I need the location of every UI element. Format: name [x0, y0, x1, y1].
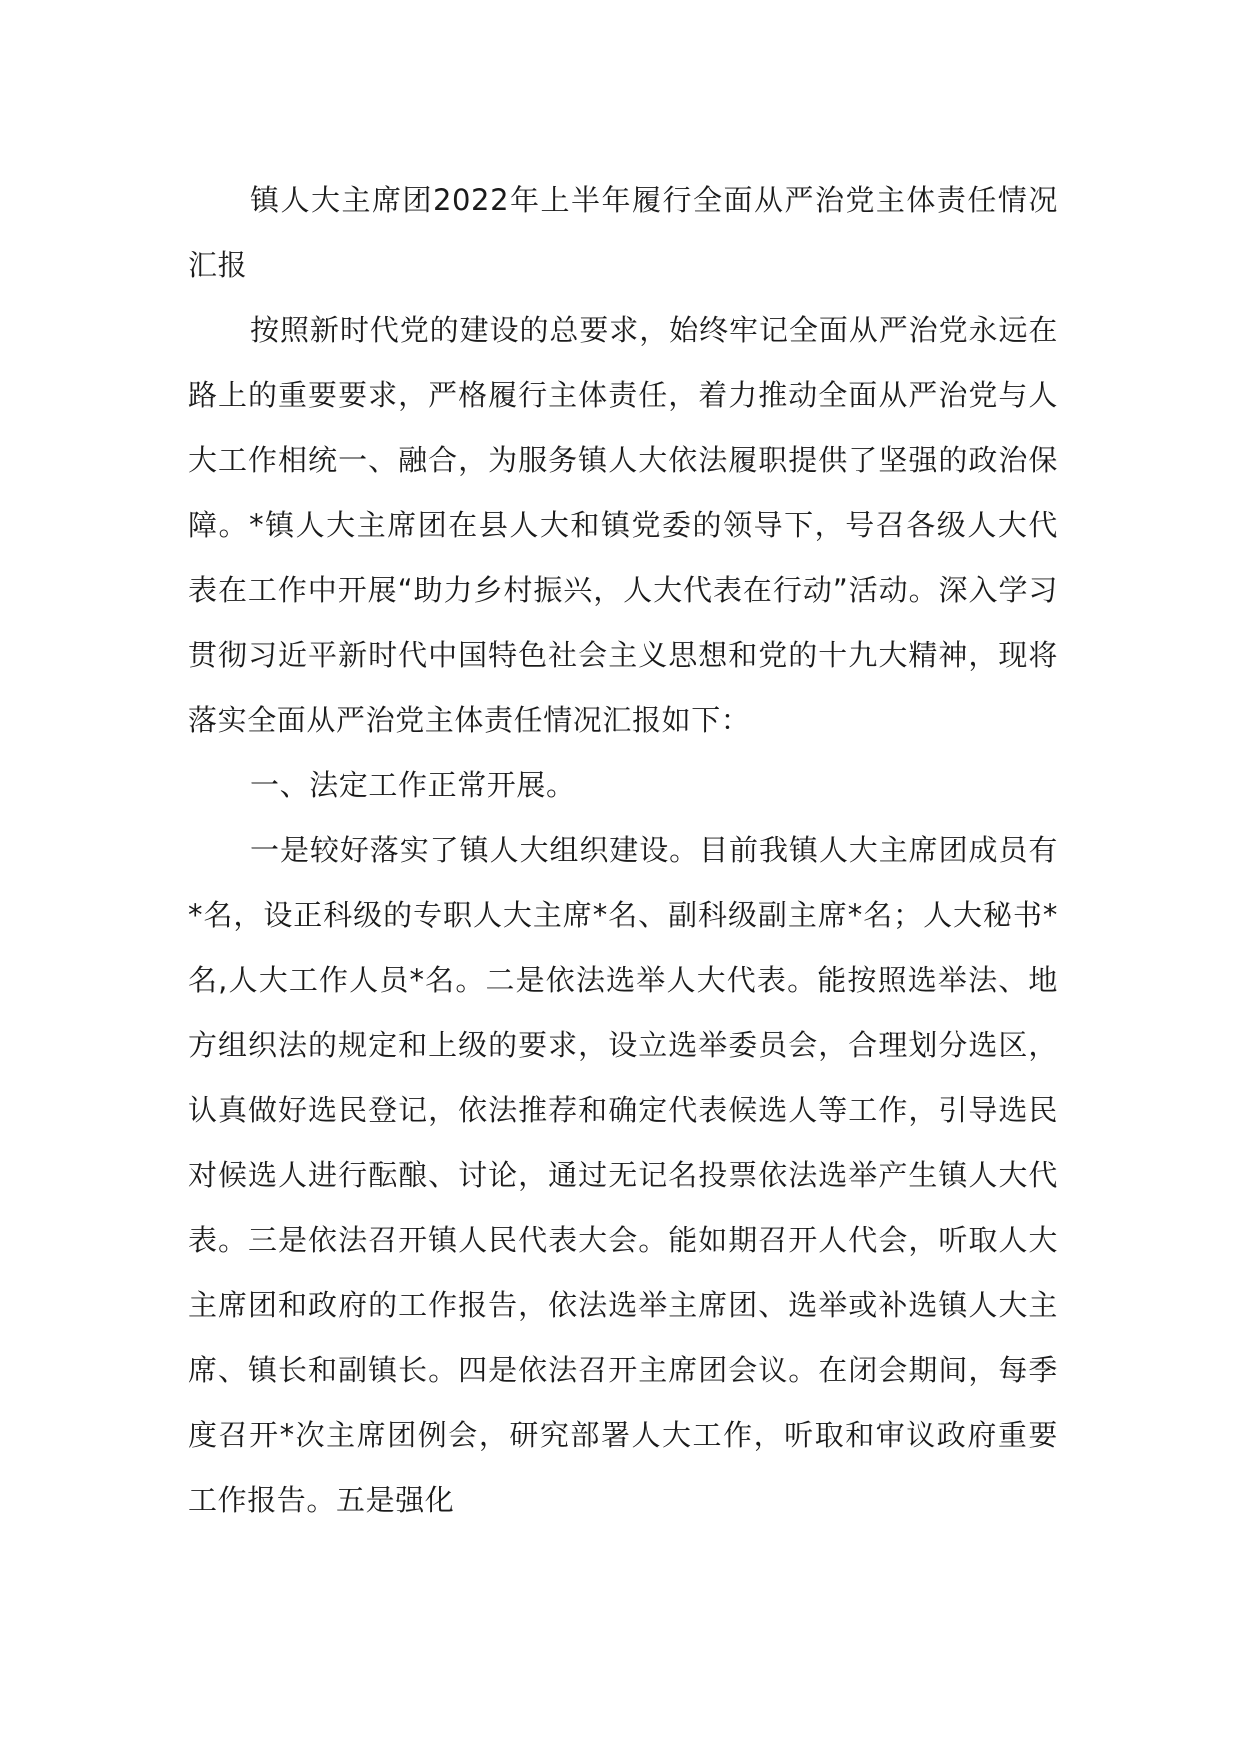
document-page	[188, 168, 1058, 1533]
paragraph-section-1: 一是较好落实了镇人大组织建设。目前我镇人大主席团成员有*名，设正科级的专职人大主席*名、副科级副主席*名；人大秘书*名,人大工作人员*名。二是依法选举人大代表。能按照选举法、地方组织法的规定和上级的要求，设立选举委员会，合理划分选区，认真做好选民登记，依法推荐和确定代表候选人等工作，引导选民对候选人进行酝酿、讨论，通过无记名投票依法选举产生镇人大代表。三是依法召开镇人民代表大会。能如期召开人代会，听取人大主席团和政府的工作报告，依法选举主席团、选举或补选镇人大主席、镇长和副镇长。四是依法召开主席团会议。在闭会期间，每季度召开*次主席团例会，研究部署人大工作，听取和审议政府重要工作报告。五是强化	[188, 833, 1058, 1517]
document-title: 镇人大主席团2022年上半年履行全面从严治党主体责任情况汇报	[188, 183, 1058, 282]
paragraph-intro: 按照新时代党的建设的总要求，始终牢记全面从严治党永远在路上的重要要求，严格履行主体责任，着力推动全面从严治党与人大工作相统一、融合，为服务镇人大依法履职提供了坚强的政治保障。*镇人大主席团在县人大和镇党委的领导下，号召各级人大代表在工作中开展“助力乡村振兴，人大代表在行动”活动。深入学习贯彻习近平新时代中国特色社会主义思想和党的十九大精神，现将落实全面从严治党主体责任情况汇报如下：	[188, 313, 1058, 737]
section-heading-1: 一、法定工作正常开展。	[250, 768, 576, 802]
